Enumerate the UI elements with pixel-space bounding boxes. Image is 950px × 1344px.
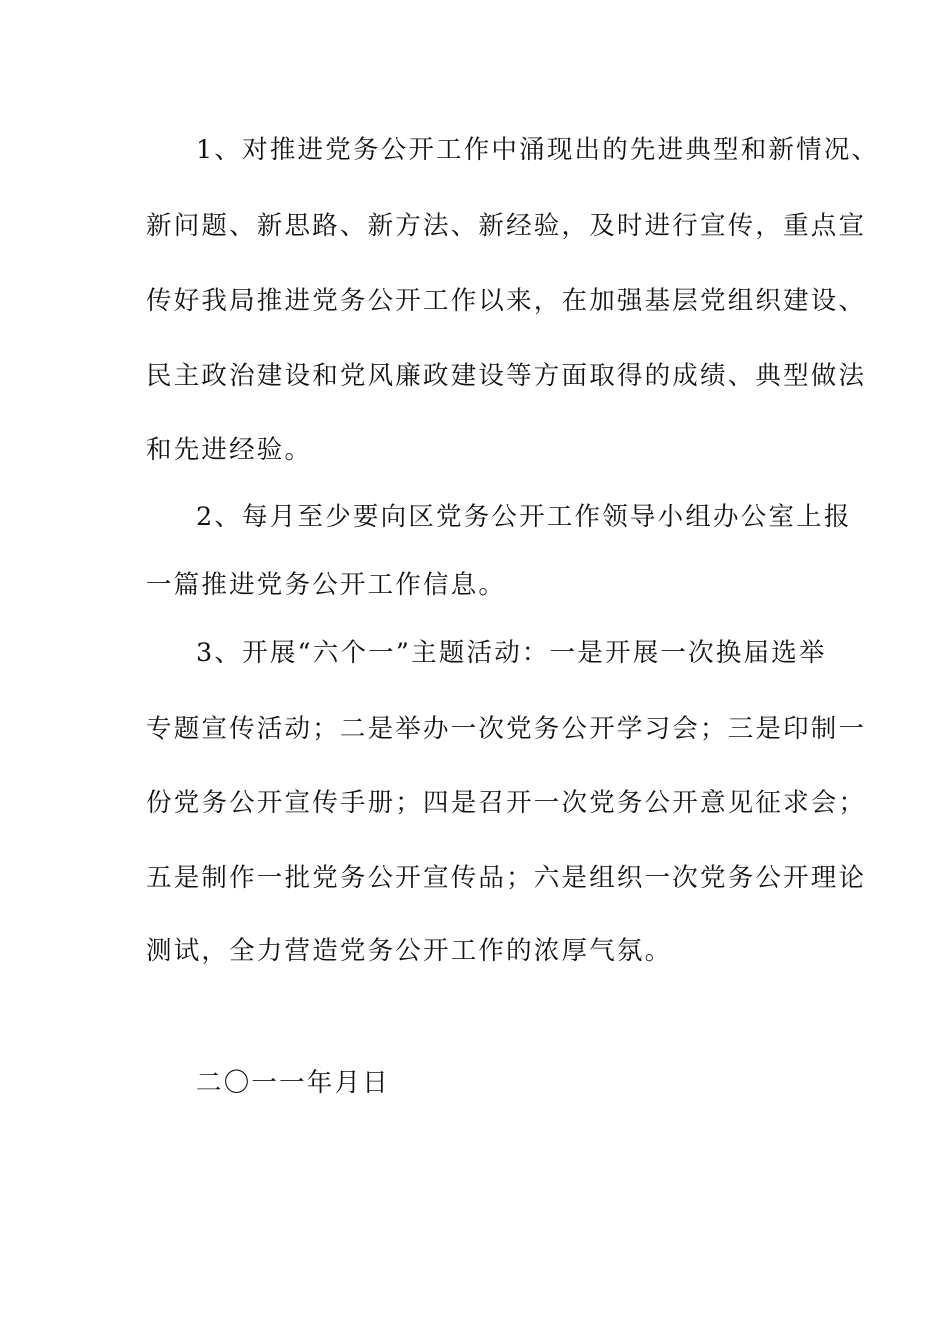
paragraph-1-line-3: 传好我局推进党务公开工作以来，在加强基层党组织建设、 — [146, 286, 867, 316]
paragraph-3-line-1: 3、开展“六个一”主题活动：一是开展一次换届选举 — [196, 638, 827, 668]
paragraph-3-line-5: 测试，全力营造党务公开工作的浓厚气氛。 — [146, 936, 673, 966]
paragraph-3-line-2: 专题宣传活动；二是举办一次党务公开学习会；三是印制一 — [146, 714, 867, 744]
paragraph-3-line-3: 份党务公开宣传手册；四是召开一次党务公开意见征求会； — [146, 788, 867, 818]
paragraph-1-line-2: 新问题、新思路、新方法、新经验，及时进行宣传，重点宣 — [146, 211, 867, 241]
paragraph-3-line-4: 五是制作一批党务公开宣传品；六是组织一次党务公开理论 — [146, 863, 867, 893]
paragraph-1-line-4: 民主政治建设和党风廉政建设等方面取得的成绩、典型做法 — [146, 361, 867, 391]
paragraph-2-line-1: 2、每月至少要向区党务公开工作领导小组办公室上报 — [196, 502, 852, 532]
paragraph-1-line-5: 和先进经验。 — [146, 435, 313, 465]
paragraph-1-line-1: 1、对推进党务公开工作中涌现出的先进典型和新情况、 — [196, 135, 880, 165]
date-line: 二〇一一年月日 — [196, 1068, 390, 1098]
paragraph-2-line-2: 一篇推进党务公开工作信息。 — [146, 570, 507, 600]
